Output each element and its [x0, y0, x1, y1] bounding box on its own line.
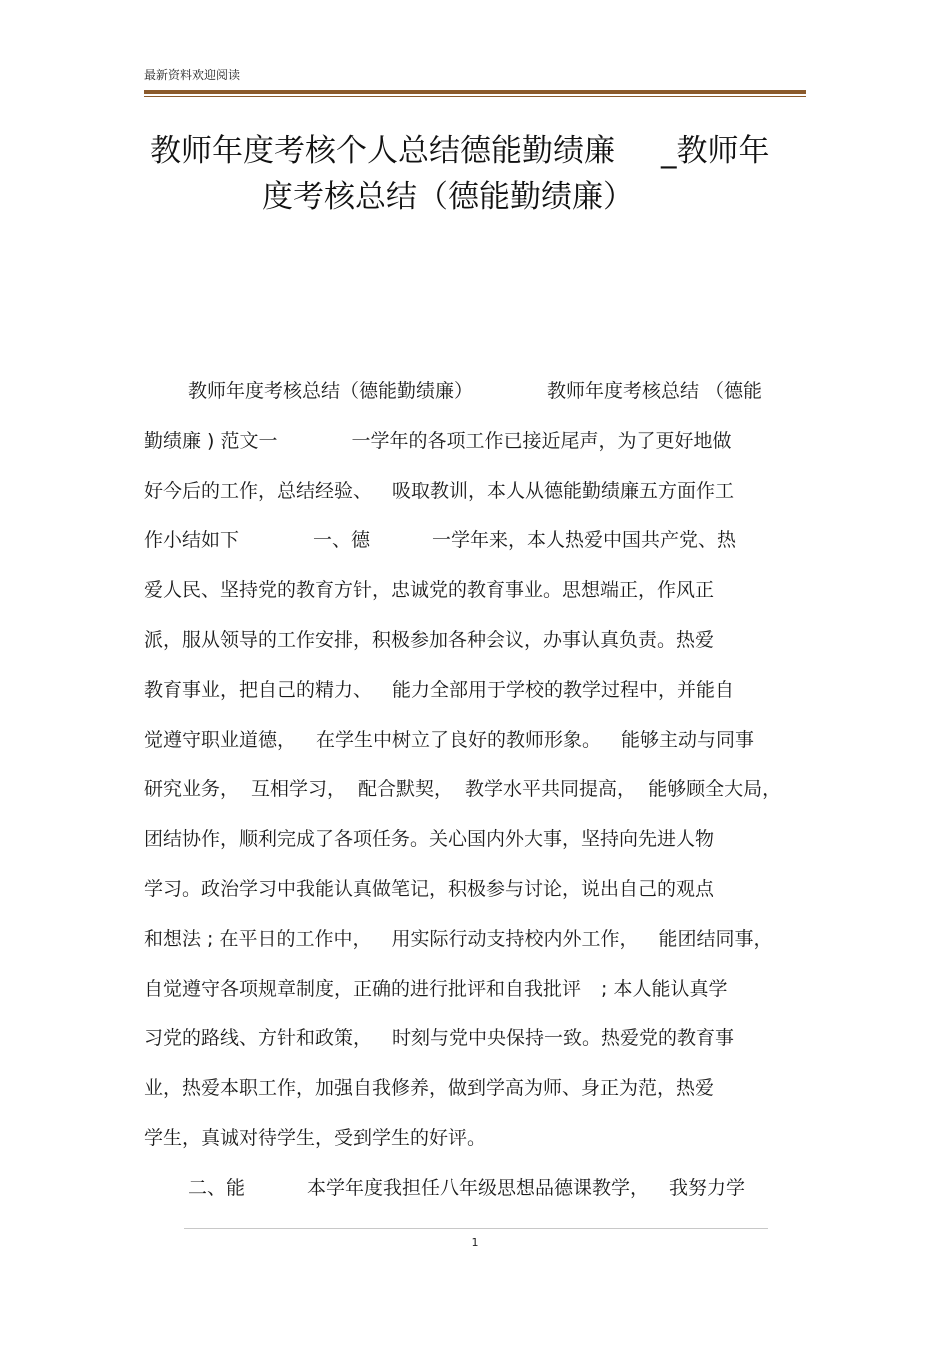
- body-text-segment: 业，热爱本职工作，加强自我修养，做到学高为师、身正为范，热爱: [144, 1077, 715, 1100]
- body-text-segment: 勤绩廉 ) 范文一: [144, 429, 278, 452]
- body-line: [144, 769, 808, 819]
- body-line: [144, 869, 808, 919]
- body-text-segment: 作小结如下: [144, 529, 240, 552]
- section-heading-neng: 二、能: [188, 1176, 246, 1199]
- body-text-segment: 能力全部用于学校的教学过程中，并能自: [392, 678, 735, 701]
- body-line: [144, 520, 808, 570]
- title-line-1-part-2: _教师年: [661, 133, 770, 169]
- body-line: [144, 819, 808, 869]
- body-text-segment: 用实际行动支持校内外工作，: [391, 927, 639, 950]
- page-number: 1: [471, 1236, 479, 1249]
- body-text-segment: 配合默契，: [358, 778, 454, 801]
- body-text-segment: 教师年度考核总结（德能勤绩廉）: [188, 380, 474, 402]
- body-line: [144, 570, 808, 620]
- body-line: [144, 1118, 808, 1168]
- body-text: [144, 371, 808, 1218]
- body-line: [144, 720, 808, 770]
- body-text-segment: 爱人民、坚持党的教育方针，忠诚党的教育事业。思想端正，作风正: [144, 579, 715, 602]
- header-rule-thick: [144, 90, 806, 94]
- body-text-segment: ; 本人能认真学: [601, 977, 728, 1000]
- body-text-segment: 能够顾全大局，: [648, 778, 782, 801]
- document-title: [150, 128, 810, 220]
- body-line: [144, 1068, 808, 1118]
- body-line: [144, 371, 808, 421]
- body-text-segment: 研究业务，: [144, 778, 240, 801]
- body-text-segment: 一学年来，本人热爱中国共产党、热: [432, 529, 737, 552]
- section-heading-de: 一、德: [313, 529, 371, 552]
- body-line: [144, 919, 808, 969]
- body-text-segment: 本学年度我担任八年级思想品德课教学，: [307, 1176, 650, 1199]
- body-line: [144, 620, 808, 670]
- header-rule-thin: [144, 96, 806, 97]
- title-line-1: [150, 128, 810, 174]
- body-line: [144, 471, 808, 521]
- body-text-segment: 学生，真诚对待学生，受到学生的好评。: [144, 1126, 487, 1149]
- title-line-1-part-1: 教师年度考核个人总结德能勤绩廉: [150, 133, 615, 169]
- body-text-segment: 在学生中树立了良好的教师形象。: [316, 728, 602, 751]
- body-line: [144, 1018, 808, 1068]
- body-text-segment: 教师年度考核总结 （德能: [547, 380, 763, 402]
- body-text-segment: 时刻与党中央保持一致。热爱党的教育事: [392, 1027, 735, 1050]
- body-text-segment: 学习。政治学习中我能认真做笔记，积极参与讨论，说出自己的观点: [144, 877, 715, 900]
- body-text-segment: 我努力学: [669, 1176, 746, 1199]
- body-line: [144, 421, 808, 471]
- footer-rule: [184, 1228, 768, 1229]
- body-text-segment: 觉遵守职业道德，: [144, 728, 297, 751]
- body-text-segment: 自觉遵守各项规章制度，正确的进行批评和自我批评: [144, 977, 582, 1000]
- body-line: [144, 1168, 808, 1218]
- running-header: 最新资料欢迎阅读: [144, 68, 241, 82]
- title-line-2: 度考核总结（德能勤绩廉）: [262, 179, 634, 215]
- body-text-segment: 好今后的工作，总结经验、: [144, 479, 373, 502]
- body-text-segment: 派，服从领导的工作安排，积极参加各种会议，办事认真负责。热爱: [144, 628, 715, 651]
- body-text-segment: 习党的路线、方针和政策，: [144, 1027, 373, 1050]
- body-line: [144, 969, 808, 1019]
- body-text-segment: 能够主动与同事: [621, 728, 755, 751]
- body-text-segment: 能团结同事，: [658, 927, 773, 950]
- body-line: [144, 670, 808, 720]
- body-text-segment: 吸取教训，本人从德能勤绩廉五方面作工: [392, 479, 735, 502]
- body-text-segment: 和想法 ; 在平日的工作中，: [144, 927, 372, 950]
- body-text-segment: 教育事业，把自己的精力、: [144, 678, 373, 701]
- body-text-segment: 互相学习，: [251, 778, 347, 801]
- body-text-segment: 团结协作，顺利完成了各项任务。关心国内外大事，坚持向先进人物: [144, 828, 715, 851]
- body-text-segment: 一学年的各项工作已接近尾声，为了更好地做: [351, 429, 732, 452]
- body-text-segment: 教学水平共同提高，: [465, 778, 637, 801]
